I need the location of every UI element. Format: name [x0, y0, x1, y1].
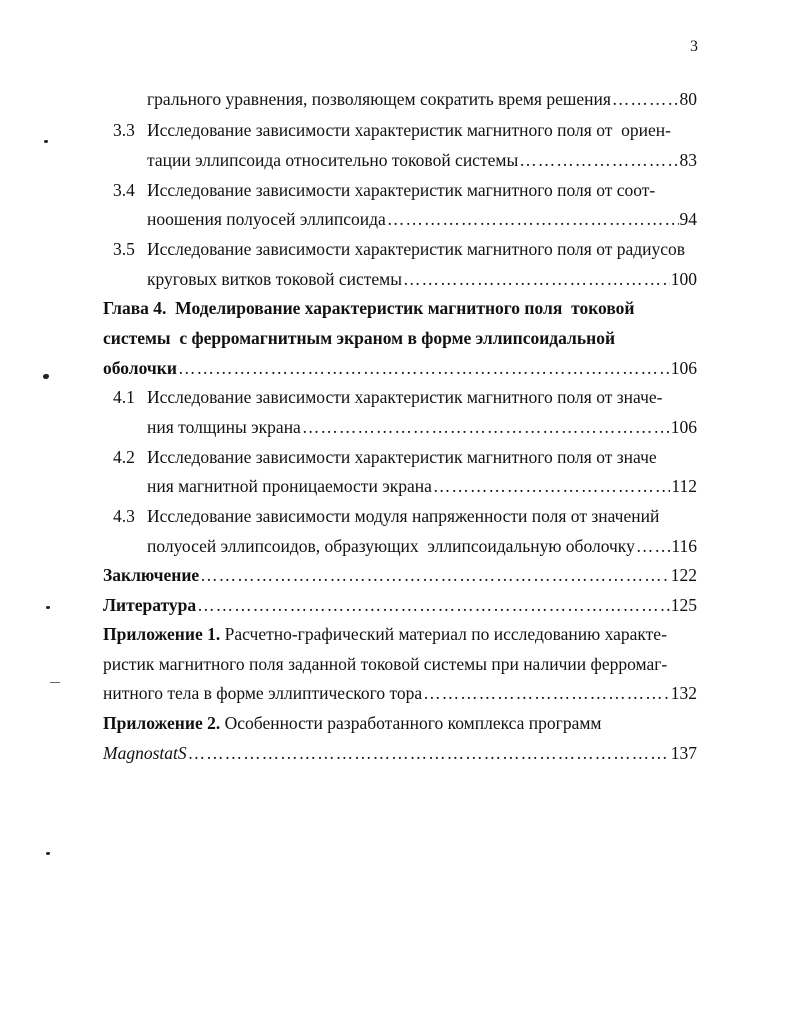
toc-entry-text: полуосей эллипсоидов, образующих эллипсоидальную оболочку — [147, 536, 635, 556]
toc-entry — [113, 446, 657, 468]
dot-leader — [519, 149, 678, 171]
toc-entry-continuation — [147, 475, 697, 497]
toc-entry-text: ноошения полуосей эллипсоида — [147, 209, 386, 229]
toc-entry-text: нитного тела в форме эллиптического тора — [103, 683, 423, 703]
section-number: 4.3 — [113, 506, 135, 526]
toc-entry-text: тации эллипсоида относительно токовой системы — [147, 150, 519, 170]
toc-entry-text: оболочки — [103, 358, 177, 378]
toc-entry-continuation — [103, 682, 697, 704]
toc-entry-text: Исследование зависимости характеристик магнитного поля от значе — [147, 447, 657, 467]
toc-page-number: 106 — [670, 417, 697, 437]
toc-entry-text: ристик магнитного поля заданной токовой системы при наличии ферромаг- — [103, 654, 668, 674]
appendix-label: Приложение 2. — [103, 713, 221, 733]
toc-page-number: 132 — [670, 683, 697, 703]
toc-entry-text: Исследование зависимости характеристик магнитного поля от соот- — [147, 180, 656, 200]
dot-leader — [197, 594, 670, 616]
toc-entry-appendix — [103, 712, 602, 734]
toc-entry — [113, 179, 655, 201]
toc-page-number: 137 — [670, 743, 697, 763]
dot-leader — [403, 268, 670, 290]
scan-speck — [46, 852, 50, 855]
section-number: 4.2 — [113, 447, 135, 467]
dot-leader — [433, 475, 671, 497]
scan-speck — [43, 374, 49, 379]
toc-entry-text: грального уравнения, позволяющем сократить время решения — [147, 89, 611, 109]
toc-entry — [113, 119, 671, 141]
toc-entry-continuation — [103, 742, 697, 764]
section-number: 3.4 — [113, 180, 135, 200]
section-number: 3.3 — [113, 120, 135, 140]
dot-leader — [200, 564, 670, 586]
toc-entry-appendix — [103, 623, 667, 645]
toc-page-number: 106 — [670, 358, 697, 378]
toc-entry-continuation — [147, 268, 697, 290]
dot-leader — [188, 742, 670, 764]
toc-entry-text: Особенности разработанного комплекса программ — [220, 713, 602, 733]
dot-leader — [612, 88, 679, 110]
toc-entry-text: системы с ферромагнитным экраном в форме эллипсоидальной — [103, 328, 616, 348]
toc-page-number: 100 — [670, 269, 697, 289]
toc-entry-continuation — [147, 149, 697, 171]
toc-entry-continuation — [103, 653, 667, 675]
page-number: 3 — [690, 38, 698, 55]
toc-entry-text: Исследование зависимости характеристик магнитного поля от ориен- — [147, 120, 671, 140]
toc-entry — [113, 238, 685, 260]
toc-entry — [113, 505, 659, 527]
toc-entry-continuation — [147, 535, 697, 557]
toc-entry-references — [103, 594, 697, 616]
scan-mark — [50, 682, 60, 683]
toc-entry-text: Исследование зависимости модуля напряженности поля от значений — [147, 506, 660, 526]
toc-entry-text: Глава 4. Моделирование характеристик магнитного поля токовой — [103, 298, 635, 318]
toc-entry-continuation — [147, 88, 697, 110]
toc-page-number: 94 — [679, 209, 697, 229]
toc-entry-text: Заключение — [103, 565, 200, 585]
chapter-heading — [103, 297, 635, 319]
toc-page-number: 125 — [670, 595, 697, 615]
toc-entry-text: Исследование зависимости характеристик магнитного поля от радиусов — [147, 239, 686, 259]
toc-entry-text: круговых витков токовой системы — [147, 269, 402, 289]
toc-entry-text: Исследование зависимости характеристик магнитного поля от значе- — [147, 387, 663, 407]
scan-speck — [44, 140, 48, 143]
chapter-heading — [103, 357, 697, 379]
toc-entry-conclusion — [103, 564, 697, 586]
section-number: 3.5 — [113, 239, 135, 259]
toc-entry-text: Расчетно-графический материал по исследованию характе- — [220, 624, 667, 644]
toc-page-number: 83 — [679, 150, 697, 170]
scan-speck — [46, 606, 50, 609]
dot-leader — [636, 535, 671, 557]
toc-entry-text: ния магнитной проницаемости экрана — [147, 476, 432, 496]
chapter-heading — [103, 327, 615, 349]
dot-leader — [423, 682, 670, 704]
toc-entry-text: MagnostatS — [103, 743, 187, 763]
section-number: 4.1 — [113, 387, 135, 407]
toc-page-number: 116 — [671, 536, 697, 556]
dot-leader — [387, 208, 679, 230]
toc-page-number: 112 — [671, 476, 697, 496]
toc-page-number: 80 — [679, 89, 697, 109]
toc-entry-continuation — [147, 208, 697, 230]
dot-leader — [178, 357, 670, 379]
toc-entry-continuation — [147, 416, 697, 438]
dot-leader — [302, 416, 670, 438]
toc-entry-text: ния толщины экрана — [147, 417, 301, 437]
appendix-label: Приложение 1. — [103, 624, 221, 644]
toc-entry-text: Литература — [103, 595, 197, 615]
toc-entry — [113, 386, 662, 408]
toc-page-number: 122 — [670, 565, 697, 585]
